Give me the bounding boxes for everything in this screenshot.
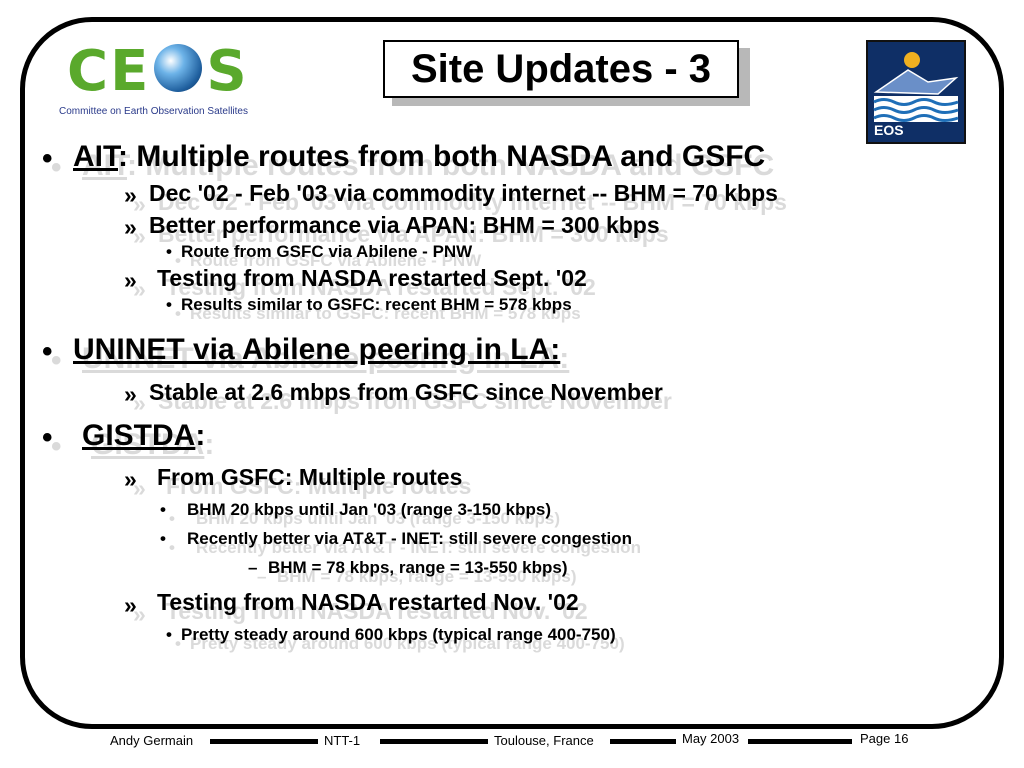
gistda-name: GISTDA [82,419,196,452]
sub-marker: » [124,466,137,492]
ait-heading-text: : Multiple routes from both NASDA and GSFC [118,140,766,173]
list-item: Recently better via AT&T - INET: still severe congestion [187,529,632,548]
footer [100,728,930,754]
footer-divider [380,739,490,744]
bullet-marker: • [42,335,53,368]
list-item: Dec '02 - Feb '03 via commodity internet -- BHM = 70 kbps [149,180,778,206]
sub-marker: » [124,381,137,407]
list-item: Route from GSFC via Abilene - PNW [181,242,473,261]
bullet-marker: • [42,142,53,175]
sub-marker: » [124,214,137,240]
footer-divider [210,739,320,744]
eos-label: EOS [874,122,904,138]
list-item: Pretty steady around 600 kbps (typical range 400-750) [181,625,616,644]
sub-marker: » [124,267,137,293]
gistda-heading [82,419,205,453]
sub-marker: • [166,625,172,644]
footer-divider [748,739,852,744]
list-item: BHM = 78 kbps, range = 13-550 kbps) [268,558,568,577]
globe-icon [154,44,202,92]
list-item: From GSFC: Multiple routes [157,464,463,490]
sub-marker: » [124,592,137,618]
sub-marker: • [166,242,172,261]
uninet-heading: UNINET via Abilene peering in LA: [73,333,561,366]
sub-marker: – [248,558,258,577]
list-item: Testing from NASDA restarted Sept. '02 [157,265,587,291]
footer-author: Andy Germain [104,733,199,748]
footer-session: NTT-1 [318,733,366,748]
ceos-logo [55,40,285,122]
page-title: Site Updates - 3 [383,40,739,98]
list-item: Testing from NASDA restarted Nov. '02 [157,589,579,615]
footer-location: Toulouse, France [488,733,600,748]
list-item: Better performance via APAN: BHM = 300 kbps [149,212,660,238]
footer-divider [610,739,678,744]
ceos-wordmark: CE S [67,39,249,104]
slide-frame [20,17,1004,729]
ait-name: AIT [73,140,118,173]
bullet-marker: • [42,421,53,454]
ceos-tagline: Committee on Earth Observation Satellites [59,106,248,117]
footer-date: May 2003 [676,731,745,746]
sub-marker: • [160,500,166,519]
list-item: Stable at 2.6 mbps from GSFC since November [149,379,663,405]
sub-marker: • [160,529,166,548]
sub-marker: » [124,182,137,208]
list-item: BHM 20 kbps until Jan '03 (range 3-150 kbps) [187,500,551,519]
footer-page-number: Page 16 [854,731,914,746]
ait-heading [73,140,765,174]
eos-logo [866,40,966,144]
list-item: Results similar to GSFC: recent BHM = 578 kbps [181,295,572,314]
sub-marker: • [166,295,172,314]
gistda-heading-text: : [195,419,206,452]
